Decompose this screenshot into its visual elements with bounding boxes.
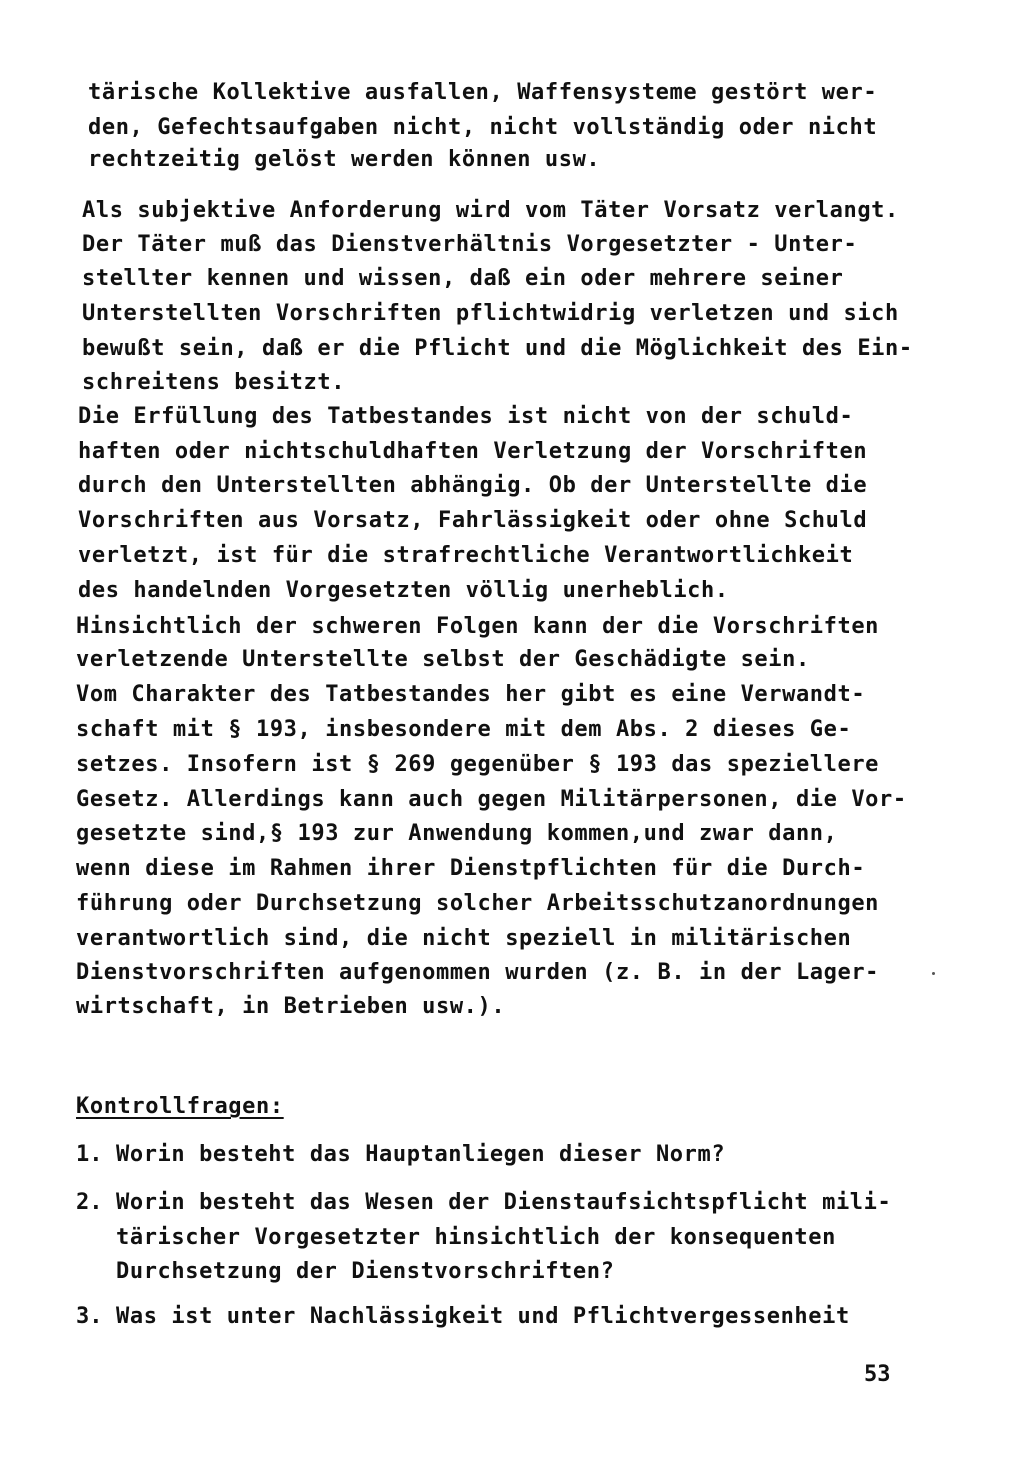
body-text-line: Hinsichtlich der schweren Folgen kann der die Vorschriften: [76, 614, 880, 639]
body-text-line: verletzt, ist für die strafrechtliche Verantwortlichkeit: [78, 543, 854, 568]
body-text-line: Vom Charakter des Tatbestandes her gibt es eine Verwandt-: [76, 682, 866, 707]
body-text-line: bewußt sein, daß er die Pflicht und die Möglichkeit des Ein-: [82, 336, 913, 361]
body-text-line: des handelnden Vorgesetzten völlig unerheblich.: [78, 578, 729, 603]
section-heading: Kontrollfragen:: [76, 1094, 284, 1119]
body-text-line: Die Erfüllung des Tatbestandes ist nicht von der schuld-: [78, 404, 854, 429]
body-text-line: Der Täter muß das Dienstverhältnis Vorgesetzter - Unter-: [82, 232, 858, 257]
question-text-line: Was ist unter Nachlässigkeit und Pflichtvergessenheit: [116, 1304, 850, 1329]
body-text-line: verantwortlich sind, die nicht speziell in militärischen: [76, 926, 852, 951]
body-text-line: wirtschaft, in Betrieben usw.).: [76, 994, 506, 1019]
body-text-line: verletzende Unterstellte selbst der Geschädigte sein.: [76, 647, 810, 672]
body-text-line: durch den Unterstellten abhängig. Ob der Unterstellte die: [78, 473, 868, 498]
body-text-line: Dienstvorschriften aufgenommen wurden (z. B. in der Lager-: [76, 960, 880, 985]
body-text-line: setzes. Insofern ist § 269 gegenüber § 193 das speziellere: [76, 752, 880, 777]
body-text-line: tärische Kollektive ausfallen, Waffensysteme gestört wer-: [88, 80, 878, 105]
body-text-line: Vorschriften aus Vorsatz, Fahrlässigkeit oder ohne Schuld: [78, 508, 868, 533]
body-text-line: gesetzte sind,§ 193 zur Anwendung kommen,und zwar dann,: [76, 821, 838, 846]
question-number: 2.: [76, 1190, 103, 1215]
body-text-line: führung oder Durchsetzung solcher Arbeitsschutzanordnungen: [76, 891, 880, 916]
question-text-line: Worin besteht das Hauptanliegen dieser Norm?: [116, 1142, 726, 1167]
body-text-line: schreitens besitzt.: [82, 370, 346, 395]
question-text-line: Durchsetzung der Dienstvorschriften?: [116, 1259, 615, 1284]
body-text-line: stellter kennen und wissen, daß ein oder mehrere seiner: [82, 266, 844, 291]
body-text-line: schaft mit § 193, insbesondere mit dem Abs. 2 dieses Ge-: [76, 717, 852, 742]
question-number: 3.: [76, 1304, 103, 1329]
page-number: 53: [864, 1362, 891, 1387]
scan-speck: [932, 972, 935, 975]
question-text-line: tärischer Vorgesetzter hinsichtlich der konsequenten: [116, 1225, 836, 1250]
question-number: 1.: [76, 1142, 103, 1167]
body-text-line: Unterstellten Vorschriften pflichtwidrig verletzen und sich: [82, 301, 899, 326]
body-text-line: Als subjektive Anforderung wird vom Täter Vorsatz verlangt.: [82, 198, 899, 223]
question-text-line: Worin besteht das Wesen der Dienstaufsichtspflicht mili-: [116, 1190, 892, 1215]
body-text-line: rechtzeitig gelöst werden können usw.: [88, 147, 601, 172]
body-text-line: wenn diese im Rahmen ihrer Dienstpflichten für die Durch-: [76, 856, 866, 881]
body-text-line: den, Gefechtsaufgaben nicht, nicht vollständig oder nicht: [88, 115, 878, 140]
body-text-line: haften oder nichtschuldhaften Verletzung der Vorschriften: [78, 439, 868, 464]
body-text-line: Gesetz. Allerdings kann auch gegen Militärpersonen, die Vor-: [76, 787, 907, 812]
